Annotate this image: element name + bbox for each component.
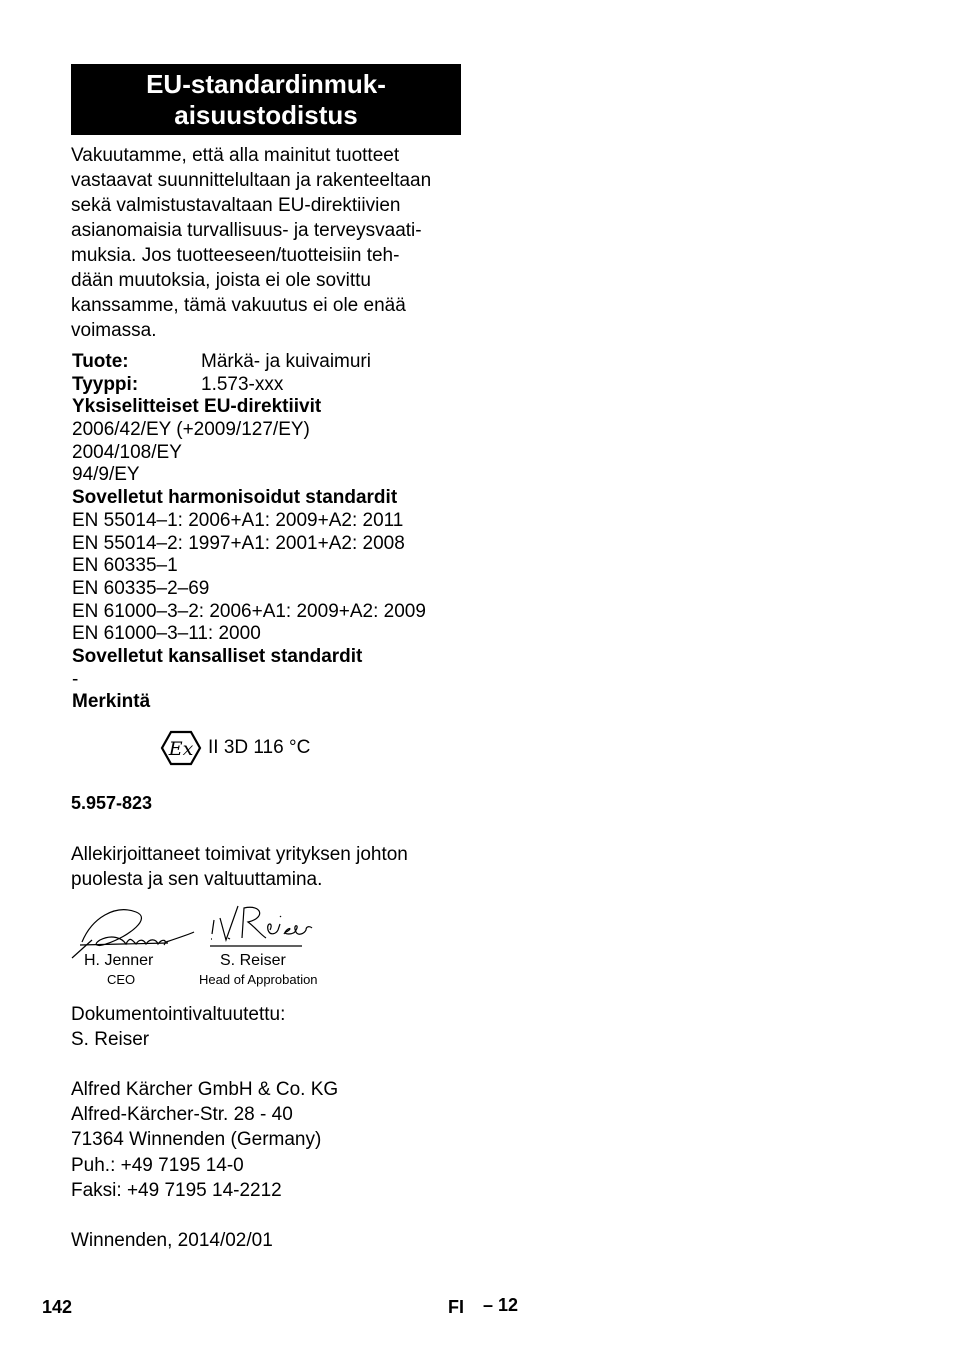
directive-item: 2006/42/EY (+2009/127/EY) [72, 419, 310, 441]
address-line: Faksi: +49 7195 14-2212 [71, 1179, 282, 1201]
signatures [70, 898, 340, 993]
intro-line: Vakuutamme, että alla mainitut tuotteet [71, 145, 400, 166]
handwritten-signatures [70, 898, 340, 960]
statement-line: Allekirjoittaneet toimivat yrityksen johton [71, 844, 408, 865]
signatory-name: H. Jenner [84, 952, 154, 969]
intro-line: dään muutoksia, joista ei ole sovittu [71, 270, 371, 291]
signature-statement [71, 842, 408, 892]
signatory-role: CEO [107, 972, 136, 987]
intro-line: vastaavat suunnittelultaan ja rakenteeltaan [71, 170, 432, 191]
directive-item: 94/9/EY [72, 464, 140, 486]
address-line: Alfred-Kärcher-Str. 28 - 40 [71, 1104, 293, 1126]
ex-marking [160, 728, 310, 768]
standard-item: EN 60335–1 [72, 555, 178, 577]
documentation-label: Dokumentointivaltuutettu: [71, 1004, 286, 1025]
page-number: 142 [42, 1297, 73, 1317]
standard-item: EN 55014–2: 1997+A1: 2001+A2: 2008 [72, 532, 405, 554]
signatory-role: Head of Approbation [199, 972, 318, 987]
declaration-text [71, 143, 466, 343]
company-address [71, 1077, 338, 1203]
type-value: 1.573-xxx [201, 373, 284, 395]
standard-item: EN 60335–2–69 [72, 577, 210, 599]
intro-line: voimassa. [71, 320, 157, 341]
directive-item: 2004/108/EY [72, 441, 182, 463]
address-line: Alfred Kärcher GmbH & Co. KG [71, 1079, 339, 1100]
title-line-2: aisuustodistus [174, 100, 358, 130]
document-number: 5.957-823 [71, 793, 153, 813]
product-row [72, 351, 492, 374]
directives-heading: Yksiselitteiset EU-direktiivit [72, 396, 322, 418]
address-line: 71364 Winnenden (Germany) [71, 1129, 322, 1151]
product-label: Tuote: [72, 351, 129, 372]
documentation-name: S. Reiser [71, 1029, 150, 1051]
section-page-number: – 12 [483, 1295, 519, 1315]
place-date-text: Winnenden, 2014/02/01 [71, 1230, 273, 1251]
standard-item: EN 61000–3–11: 2000 [72, 623, 261, 645]
product-value: Märkä- ja kuivaimuri [201, 351, 371, 372]
intro-line: kanssamme, tämä vakuutus ei ole enää [71, 295, 406, 316]
signatory-name: S. Reiser [220, 952, 286, 969]
title-line-1: EU-standardinmuk- [146, 69, 386, 99]
specification-list [72, 351, 492, 714]
national-heading: Sovelletut kansalliset standardit [72, 645, 363, 667]
marking-heading: Merkintä [72, 691, 151, 713]
intro-line: muksia. Jos tuotteeseen/tuotteisiin teh- [71, 245, 400, 266]
intro-line: sekä valmistustavaltaan EU-direktiivien [71, 195, 401, 216]
standard-item: EN 55014–1: 2006+A1: 2009+A2: 2011 [72, 509, 404, 531]
intro-line: asianomaisia turvallisuus- ja terveysvaati- [71, 220, 422, 241]
type-label: Tyyppi: [72, 373, 139, 395]
page-title [71, 64, 461, 135]
standard-item: EN 61000–3–2: 2006+A1: 2009+A2: 2009 [72, 600, 426, 622]
place-date [71, 1228, 273, 1253]
marking-value: II 3D 116 °C [208, 737, 311, 758]
ex-hexagon-icon [160, 730, 202, 766]
address-line: Puh.: +49 7195 14-0 [71, 1154, 244, 1176]
statement-line: puolesta ja sen valtuuttamina. [71, 869, 323, 890]
ex-symbol-text: Ex [168, 738, 194, 760]
language-code: FI [448, 1297, 464, 1317]
harmonised-heading: Sovelletut harmonisoidut standardit [72, 487, 398, 509]
type-row [72, 374, 492, 397]
documentation-contact [71, 1002, 285, 1052]
national-value: - [72, 668, 79, 690]
